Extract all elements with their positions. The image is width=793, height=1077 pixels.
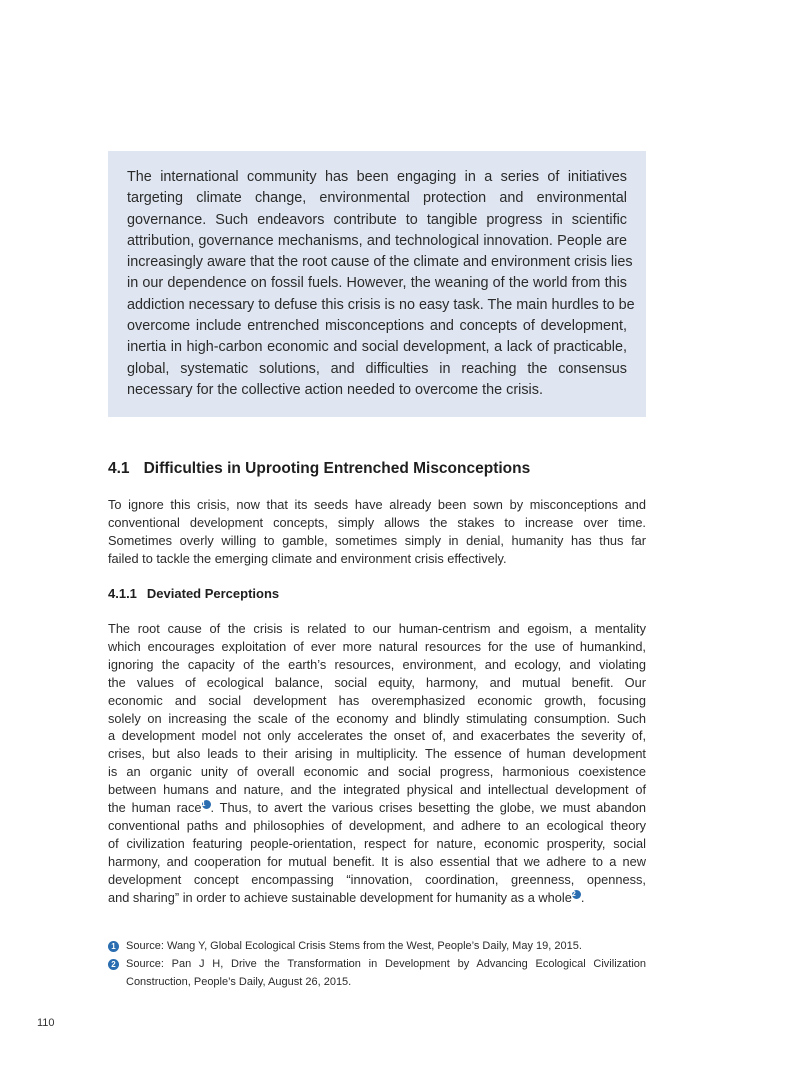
text-line: the values of ecological balance, social equity, harmony, and mutual benefit. Our [108, 674, 646, 690]
footnote-number: 1 [108, 941, 119, 952]
footnote-line: Source: Pan J H, Drive the Transformation in Development by Advancing Ecological Civilization [126, 958, 646, 970]
text-line: conventional development concepts, simply allows the stakes to increase over time. [108, 514, 646, 530]
text-line: attribution, governance mechanisms, and technological innovation. People are [127, 232, 627, 249]
text-line: ignoring the capacity of the earth’s resources, environment, and ecology, and violating [108, 656, 646, 672]
footnote-line: Source: Wang Y, Global Ecological Crisis Stems from the West, People’s Daily, May 19, 2015. [126, 940, 582, 952]
subsection-heading [108, 586, 279, 601]
text-line: targeting climate change, environmental protection and environmental [127, 190, 627, 207]
section-heading [108, 460, 530, 478]
text-run: . [580, 889, 585, 905]
summary-text [127, 167, 635, 401]
footnote-text [126, 955, 646, 991]
text-line: global, systematic solutions, and difficulties in reaching the consensus [127, 360, 627, 377]
section-number: 4.1 [108, 460, 130, 477]
text-line: To ignore this crisis, now that its seeds have already been sown by misconceptions and [108, 497, 646, 512]
footnote [108, 955, 646, 991]
text-line: between humans and nature, and the integrated physical and intellectual development of [108, 782, 646, 798]
text-line: solely on increasing the scale of the economy and blindly stimulating consumption. Such [108, 710, 646, 726]
subsection-number: 4.1.1 [108, 586, 137, 601]
text-line: economic and social development has overemphasized economic growth, focusing [108, 692, 646, 708]
footnotes [108, 937, 646, 991]
page-number: 110 [37, 1017, 55, 1029]
chapter-summary-box [108, 151, 646, 417]
footnote-line: Construction, People’s Daily, August 26, 2015. [126, 976, 352, 988]
text-line: of civilization featuring people-orientation, respect for nature, economic prosperity, social [108, 835, 646, 851]
footnote [108, 937, 646, 955]
text-line: necessary for the collective action needed to overcome the crisis. [127, 381, 543, 398]
footnote-marker [108, 955, 126, 991]
text-line: in our dependence on fossil fuels. However, the weaning of the world from this [127, 275, 627, 292]
text-line: a development model not only accelerates the onset of, and exacerbates the severity of, [108, 728, 646, 744]
footnote-marker-2: 2 [572, 890, 581, 899]
subsection-title: Deviated Perceptions [146, 586, 280, 601]
text-line: conventional paths and philosophies of development, and adhere to an ecological theory [108, 817, 646, 833]
section-title: Difficulties in Uprooting Entrenched Misconceptions [143, 460, 531, 477]
text-line: failed to tackle the emerging climate and environment crisis effectively. [108, 550, 507, 566]
text-line: the human race$^1$ . Thus, to avert the various crises besetting the globe, we must abandon [108, 800, 646, 816]
footnote-text [126, 937, 646, 955]
text-line: which encourages exploitation of ever more natural resources for the use of humankind, [108, 638, 646, 654]
text-line: Sometimes overly willing to gamble, sometimes simply in denial, humanity has thus far [108, 532, 646, 548]
footnote-marker [108, 937, 126, 955]
subsection-paragraph [108, 620, 646, 907]
text-line: development concept encompassing “innovation, coordination, greenness, openness, [108, 871, 646, 887]
text-line: addiction necessary to defuse this crisis is no easy task. The main hurdles to be [127, 296, 635, 313]
footnote-marker-1: 1 [202, 800, 211, 809]
text-line: overcome include entrenched misconceptions and concepts of development, [127, 318, 627, 335]
text-line: governance. Such endeavors contribute to tangible progress in scientific [127, 211, 627, 228]
text-line: inertia in high-carbon economic and social development, a lack of practicable, [127, 339, 627, 356]
section-paragraph [108, 496, 646, 568]
text-run: . Thus, to avert the various crises besetting the globe, we must abandon [210, 800, 646, 816]
text-line: and sharing” in order to achieve sustainable development for humanity as a whole$^2$ . [108, 889, 585, 905]
text-line: harmony, and cooperation for mutual benefit. It is also essential that we adhere to a new [108, 853, 646, 869]
text-line: is an organic unity of overall economic and social progress, harmonious coexistence [108, 764, 646, 780]
footnote-number: 2 [108, 959, 119, 970]
text-line: The root cause of the crisis is related to our human-centrism and egoism, a mentality [108, 621, 646, 636]
text-line: The international community has been engaging in a series of initiatives [127, 169, 627, 185]
text-line: crises, but also leads to their arising in multiplicity. The essence of human development [108, 746, 646, 762]
text-line: increasingly aware that the root cause of the climate and environment crisis lies [127, 254, 633, 271]
